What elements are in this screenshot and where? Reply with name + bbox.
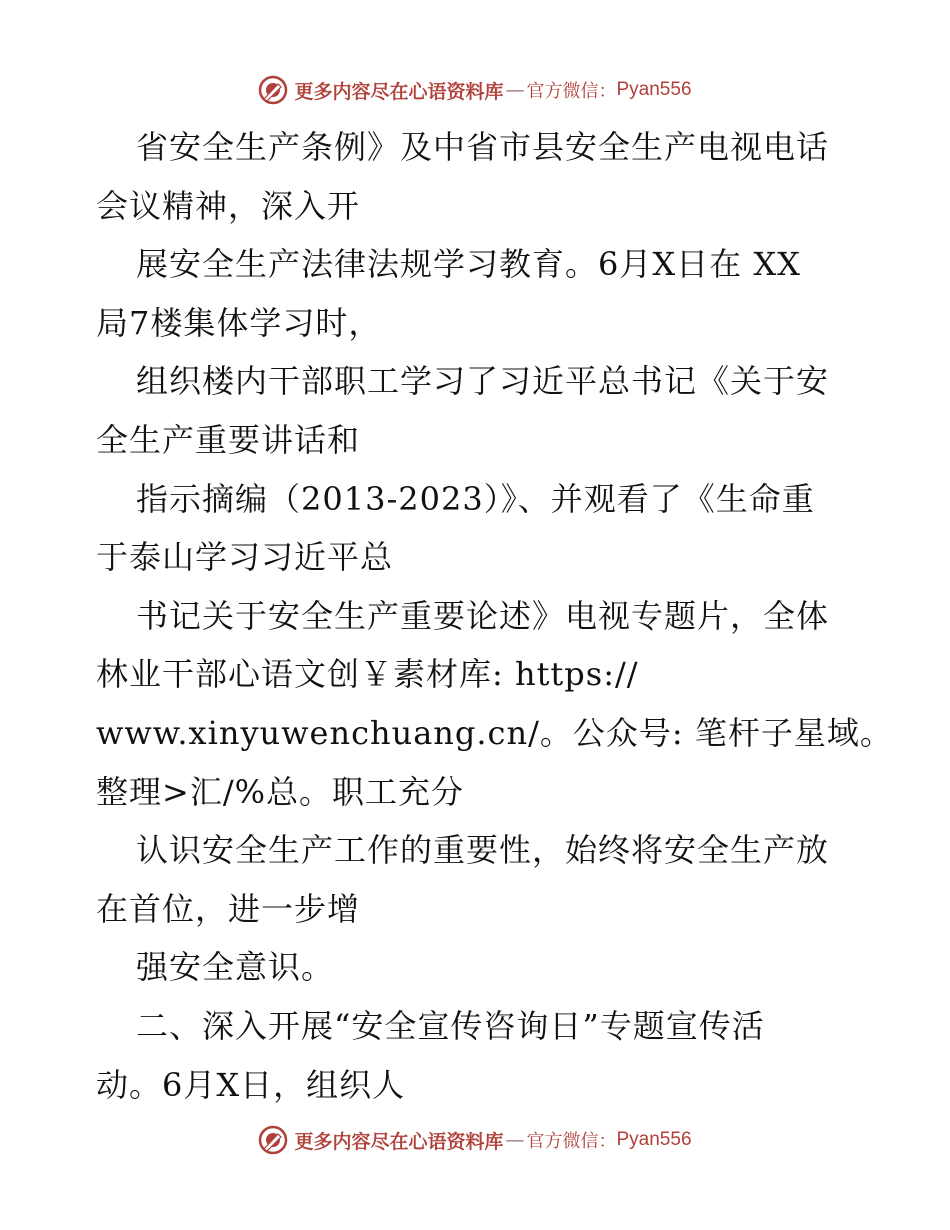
body-line: 展安全生产法律法规学习教育。6月X日在 XX bbox=[136, 245, 801, 284]
footer-contact-label: 官方微信： bbox=[526, 1131, 617, 1152]
footer-banner bbox=[0, 1120, 950, 1160]
body-line: 局7楼集体学习时， bbox=[96, 303, 382, 342]
body-line: 于泰山学习习近平总 bbox=[96, 538, 394, 577]
body-line: 在首位，进一步增 bbox=[96, 889, 361, 928]
footer-separator: — bbox=[505, 1129, 525, 1151]
body-line: 林业干部心语文创￥素材库: https:// bbox=[96, 655, 639, 694]
header-banner bbox=[0, 70, 950, 110]
body-line: 指示摘编（2013-2023）》、并观看了《生命重 bbox=[136, 479, 815, 518]
body-line: 省安全生产条例》及中省市县安全生产电视电话 bbox=[136, 128, 830, 166]
body-line: 强安全意识。 bbox=[136, 948, 335, 987]
body-line: 二、深入开展“安全宣传咨询日”专题宣传活 bbox=[136, 1006, 765, 1045]
body-line: www.xinyuwenchuang.cn/。公众号: 笔杆子星域。 bbox=[96, 713, 893, 752]
body-line: 动。6月X日，组织人 bbox=[96, 1065, 406, 1104]
footer-contact-id: Pyan556 bbox=[616, 1129, 692, 1150]
footer-text: 更多内容尽在心语资料库 bbox=[294, 1130, 504, 1153]
header-text: 更多内容尽在心语资料库 bbox=[294, 80, 504, 103]
body-line: 整理>汇/%总。职工充分 bbox=[96, 772, 465, 811]
header-separator: — bbox=[505, 79, 525, 101]
body-line: 书记关于安全生产重要论述》电视专题片，全体 bbox=[136, 596, 830, 635]
document-body bbox=[96, 125, 893, 1121]
seal-logo-icon bbox=[258, 75, 288, 105]
header-contact-label: 官方微信： bbox=[526, 81, 617, 102]
header-contact-id: Pyan556 bbox=[616, 79, 692, 100]
seal-logo-icon bbox=[258, 1125, 288, 1155]
body-line: 认识安全生产工作的重要性，始终将安全生产放 bbox=[136, 831, 830, 870]
body-line: 全生产重要讲话和 bbox=[96, 420, 361, 459]
body-line: 组织楼内干部职工学习了习近平总书记《关于安 bbox=[136, 362, 830, 401]
body-line: 会议精神，深入开 bbox=[96, 186, 361, 225]
